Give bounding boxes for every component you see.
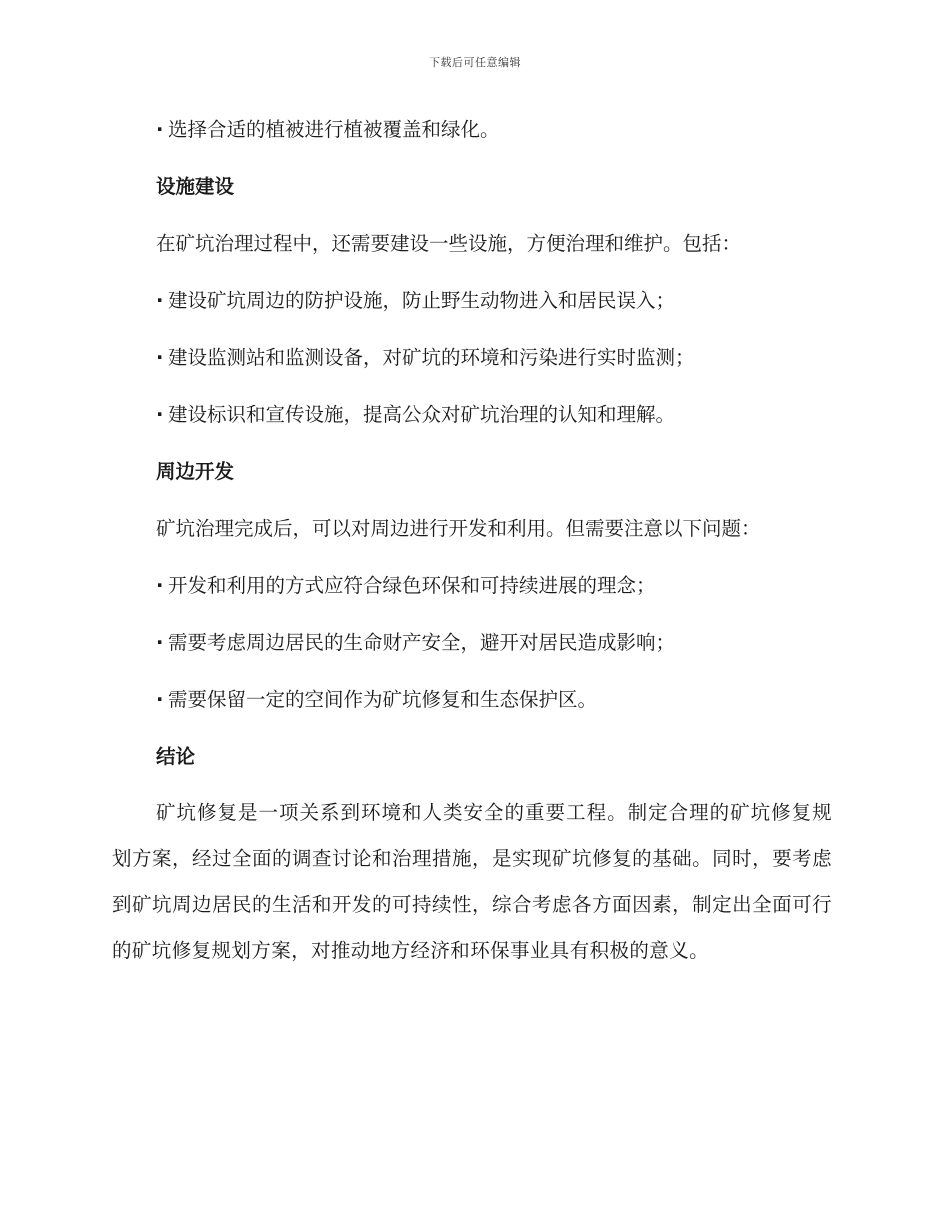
bullet-text: 建设标识和宣传设施，提高公众对矿坑治理的认知和理解。 [168,403,676,426]
bullet-marker: · [156,289,164,312]
bullet-item [112,625,832,661]
bullet-item [112,568,832,604]
section-heading-facility: 设施建设 [156,175,235,198]
conclusion-paragraph: 矿坑修复是一项关系到环境和人类安全的重要工程。制定合理的矿坑修复规划方案，经过全面的调查讨论和治理措施，是实现矿坑修复的基础。同时，要考虑到矿坑周边居民的生活和开发的可持续性，综合考虑各方面因素，制定出全面可行的矿坑修复规划方案，对推动地方经济和环保事业具有积极的意义。 [112,801,832,962]
bullet-marker: · [156,118,164,141]
section-heading-conclusion: 结论 [156,745,196,768]
bullet-text: 开发和利用的方式应符合绿色环保和可持续进展的理念； [168,574,656,597]
bullet-text: 选择合适的植被进行植被覆盖和绿化。 [168,118,500,141]
bullet-text: 需要考虑周边居民的生命财产安全，避开对居民造成影响； [168,631,676,654]
bullet-marker: · [156,631,164,654]
section-heading-development: 周边开发 [156,460,235,483]
bullet-item [112,340,832,376]
bullet-item [112,112,832,148]
bullet-marker: · [156,346,164,369]
bullet-marker: · [156,688,164,711]
bullet-item [112,283,832,319]
bullet-item [112,397,832,433]
bullet-text: 建设矿坑周边的防护设施，防止野生动物进入和居民误入； [168,289,676,312]
section-lead-development: 矿坑治理完成后，可以对周边进行开发和利用。但需要注意以下问题： [156,517,761,540]
page-header: 下载后可任意编辑 [429,56,521,69]
bullet-text: 建设监测站和监测设备，对矿坑的环境和污染进行实时监测； [168,346,695,369]
bullet-item [112,682,832,718]
bullet-marker: · [156,574,164,597]
section-lead-facility: 在矿坑治理过程中，还需要建设一些设施，方便治理和维护。包括： [156,232,742,255]
bullet-text: 需要保留一定的空间作为矿坑修复和生态保护区。 [168,688,598,711]
bullet-marker: · [156,403,164,426]
document-body [112,112,832,974]
